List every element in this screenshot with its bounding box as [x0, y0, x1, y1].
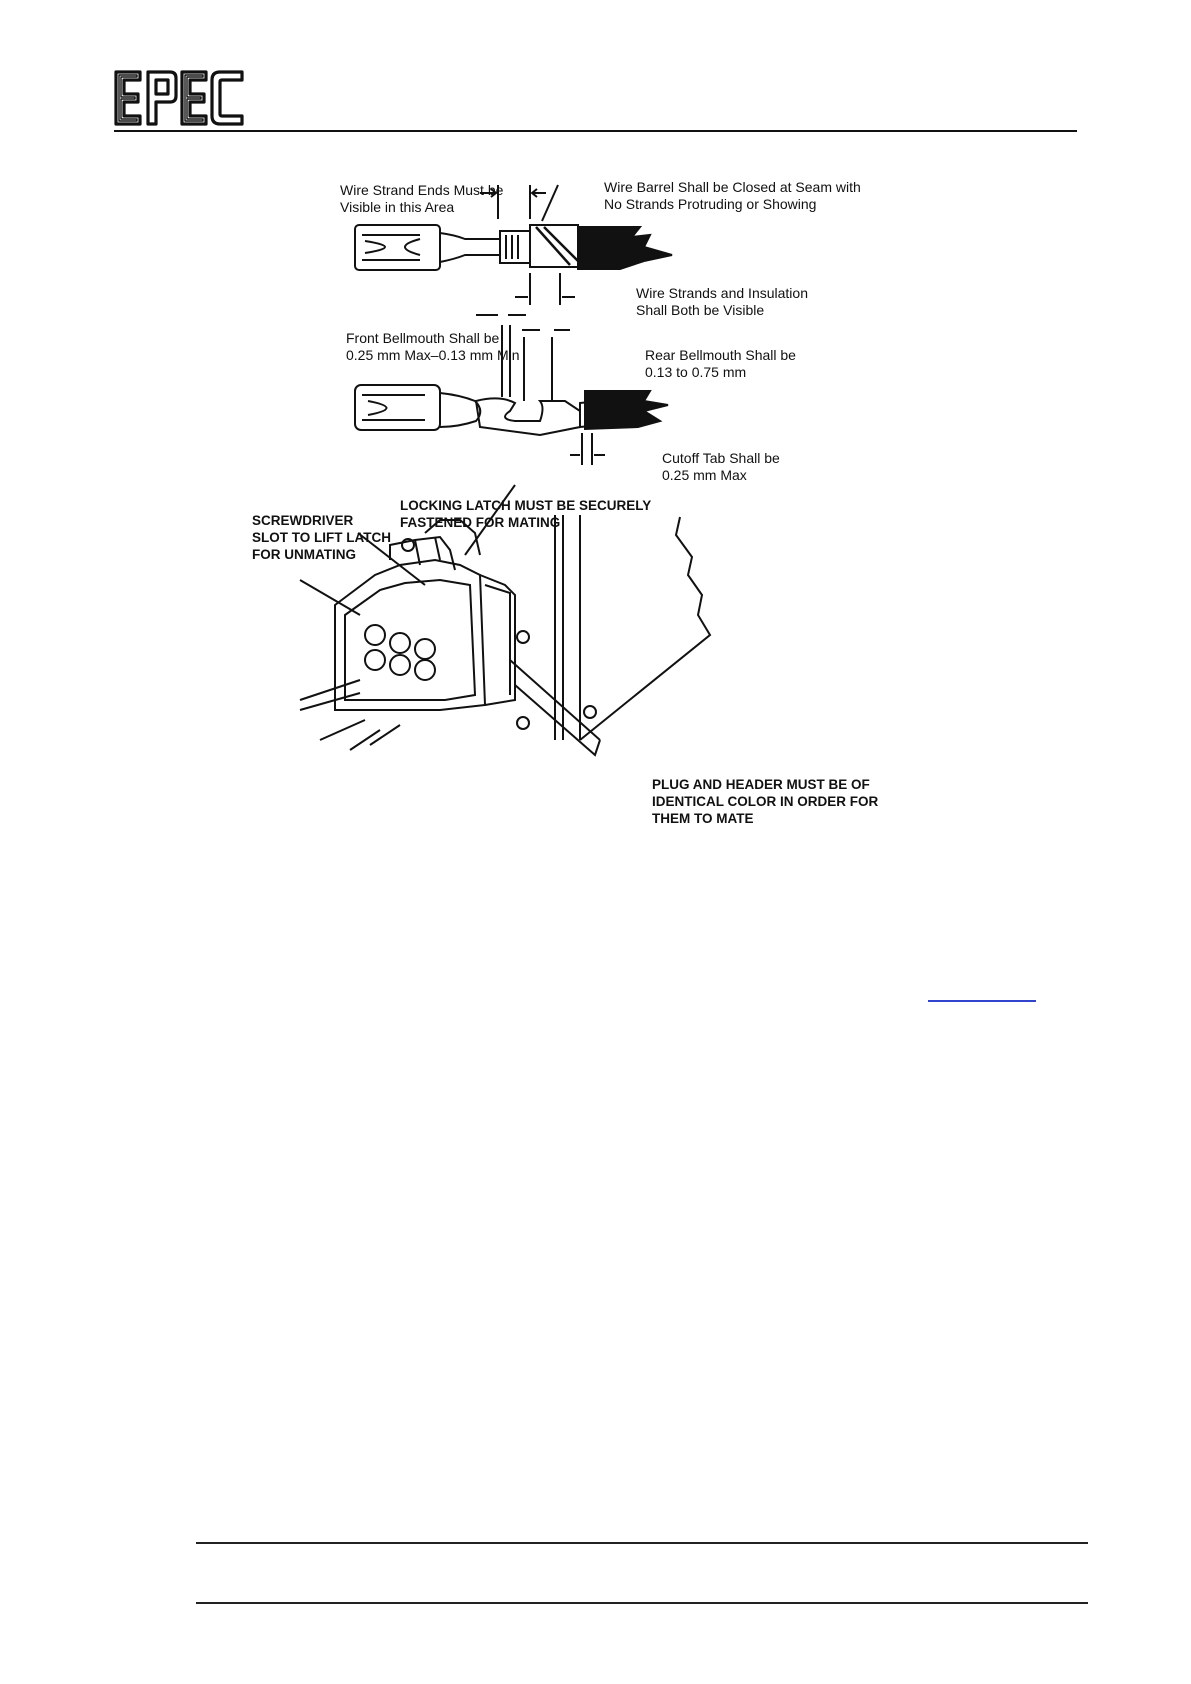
wire-strands-insulation-label: Wire Strands and Insulation Shall Both be Visible: [636, 285, 808, 318]
footer-divider-bottom: [196, 1602, 1088, 1604]
screwdriver-slot-label: SCREWDRIVER SLOT TO LIFT LATCH FOR UNMATING: [252, 513, 391, 562]
locking-latch-label: LOCKING LATCH MUST BE SECURELY FASTENED FOR MATING: [400, 498, 652, 530]
footer-divider-top: [196, 1542, 1088, 1544]
hyperlink-underline[interactable]: [928, 1000, 1036, 1002]
wire-strand-ends-label: Wire Strand Ends Must be Visible in this Area: [340, 182, 504, 215]
rear-bellmouth-label: Rear Bellmouth Shall be 0.13 to 0.75 mm: [645, 347, 796, 380]
plug-header-label: PLUG AND HEADER MUST BE OF IDENTICAL COLOR IN ORDER FOR THEM TO MATE: [652, 777, 879, 826]
header-divider: [114, 130, 1077, 132]
connector-crimp-figure: [240, 165, 910, 850]
wire-barrel-label: Wire Barrel Shall be Closed at Seam with No Strands Protruding or Showing: [604, 179, 861, 212]
front-bellmouth-label: Front Bellmouth Shall be 0.25 mm Max–0.13 mm Min: [346, 330, 520, 363]
epec-logo: [112, 68, 248, 128]
cutoff-tab-label: Cutoff Tab Shall be 0.25 mm Max: [662, 450, 780, 483]
